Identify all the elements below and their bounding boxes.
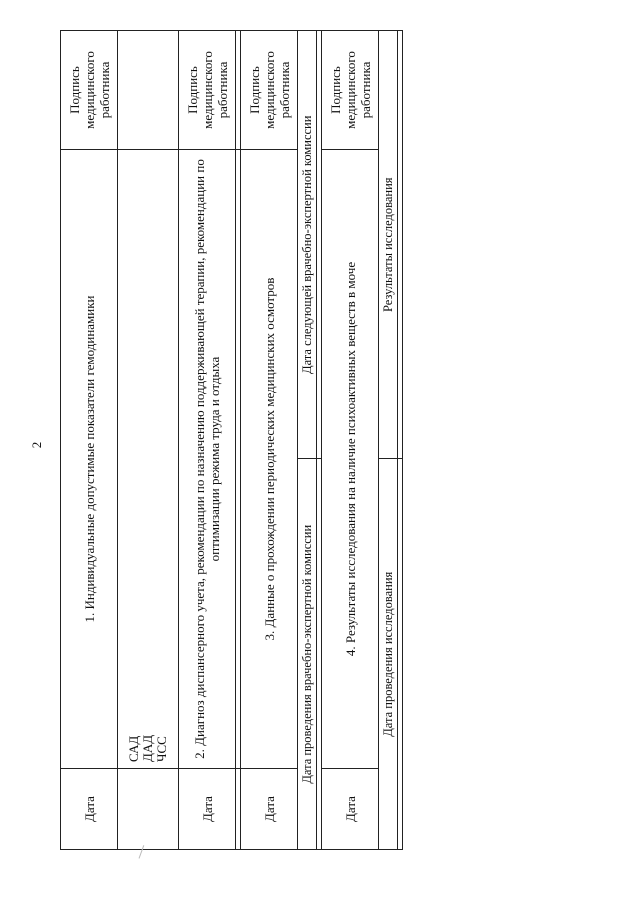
section-2-title: 2. Диагноз диспансерного учета, рекомендации по назначению поддерживающей терапии, рекомендации по оптимизации режима труда и отдыха [179,150,236,769]
medical-record-table [60,30,403,850]
indicator-dad: ДАД [140,734,155,762]
test-date-cell[interactable] [398,459,403,850]
section-4-subheader-row [379,31,398,850]
section-1-header-row [61,31,118,850]
section-3-title: 3. Данные о прохождении периодических медицинских осмотров [241,150,298,769]
test-date-header: Дата проведения исследования [379,459,398,850]
section-4-entry-row [398,31,403,850]
section-3-header-row [241,31,298,850]
date-header: Дата [61,769,118,850]
date-header: Дата [179,769,236,850]
indicator-chss: ЧСС [154,736,169,762]
test-results-header: Результаты исследования [379,31,398,460]
section-2-header-row [179,31,236,850]
date-cell[interactable] [118,769,179,850]
section-4-header-row [322,31,379,850]
section-4-title: 4. Результаты исследования на наличие психоактивных веществ в моче [322,150,379,769]
signature-header: Подпись медицинского работника [241,31,298,150]
signature-header: Подпись медицинского работника [61,31,118,150]
date-header: Дата [322,769,379,850]
signature-header: Подпись медицинского работника [179,31,236,150]
indicators-cell[interactable] [118,150,179,769]
commission-date-header: Дата проведения врачебно-экспертной комиссии [298,459,317,850]
signature-cell[interactable] [118,31,179,150]
section-1-entry-row [118,31,179,850]
test-results-cell[interactable] [398,31,403,460]
section-3-subheader-row [298,31,317,850]
form-table-rotated [60,30,395,850]
signature-header: Подпись медицинского работника [322,31,379,150]
page-number: 2 [29,441,44,449]
next-commission-date-header: Дата следующей врачебно-экспертной комиссии [298,31,317,460]
section-1-title: 1. Индивидуальные допустимые показатели гемодинамики [61,150,118,769]
date-header: Дата [241,769,298,850]
indicator-sad: САД [126,735,141,762]
